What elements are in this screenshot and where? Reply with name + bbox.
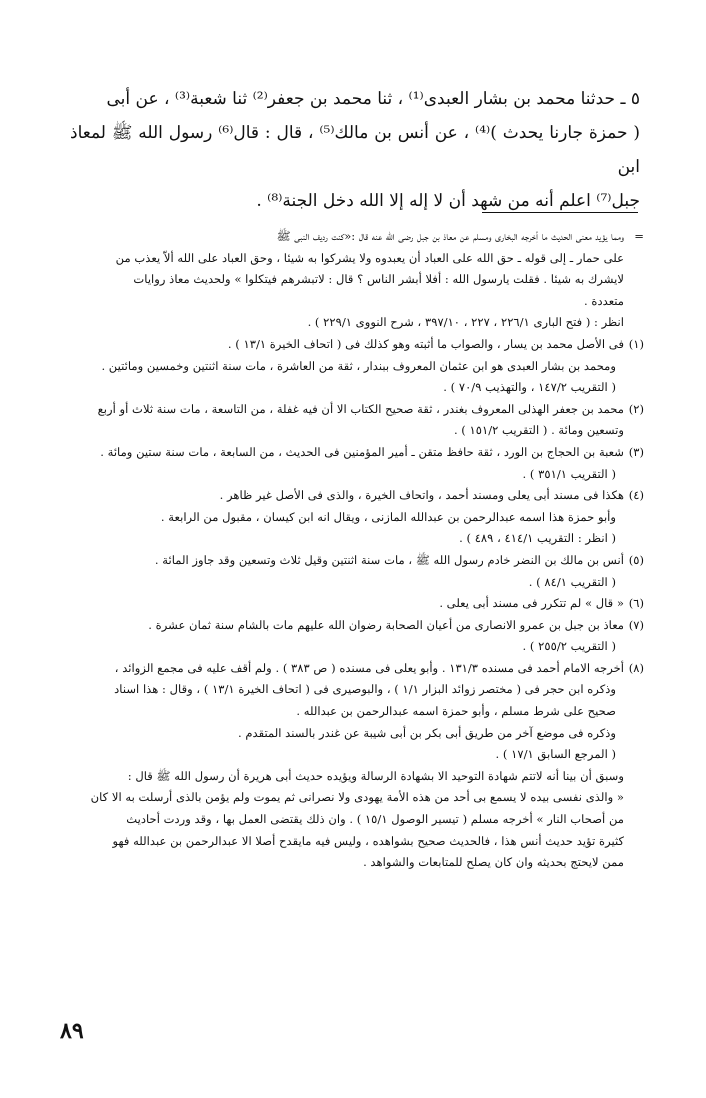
footnote-body — [72, 334, 624, 399]
footnote-line: هكذا فى مسند أبى يعلى ومسند أحمد ، واتحاف الخيرة ، والذى فى الأصل غير ظاهر . — [219, 488, 624, 503]
hadith-line: جبل⁽⁷⁾ اعلم أنه من شهد أن لا إله إلا الله دخل الجنة⁽⁸⁾ . — [256, 191, 640, 211]
footnote-number: (٧) — [628, 617, 644, 632]
footnote-line: صحيح على شرط مسلم ، وأبو حمزة اسمه عبدالرحمن بن عبدالله . — [296, 704, 616, 719]
footnote-continued — [72, 226, 644, 334]
footnote-line: وذكره ابن حجر فى ( مختصر زوائد البزار ١/١ ) ، والبوصيرى فى ( اتحاف الخيرة ١٣/١ ) ، وقال : هذا اسناد — [114, 682, 616, 697]
footnote-line: ( التقريب ٣٥١/١ ) . — [522, 466, 616, 481]
footnote-line: ومحمد بن بشار العبدى هو ابن عثمان المعروف ببندار ، ثقة من العاشرة ، مات سنة اثنتين وخمسين ومائتين . — [101, 358, 616, 373]
footnote-line: أنس بن مالك بن النضر خادم رسول الله ﷺ ، مات سنة اثنتين وقيل ثلاث وتسعين وقد جاوز المائة . — [154, 552, 624, 567]
footnotes — [72, 226, 644, 874]
footnote-line: شعبة بن الحجاج بن الورد ، ثقة حافظ متقن ـ أمير المؤمنين فى الحديث ، من السابعة ، مات سنة ستين ومائة . — [100, 444, 624, 459]
footnote-line: ( التقريب ٨٤/١ ) . — [528, 574, 616, 589]
hadith-text — [70, 82, 640, 218]
footnote-body — [72, 399, 624, 442]
footnote-number: (٢) — [628, 401, 644, 416]
hadith-line: ٥ ـ حدثنا محمد بن بشار العبدى⁽¹⁾ ، ثنا محمد بن جعفر⁽²⁾ ثنا شعبة⁽³⁾ ، عن أبى — [106, 89, 640, 109]
footnote-line: لايشرك به شيئا . فقلت يارسول الله : أفلا أبشر الناس ؟ قال : لاتبشرهم فيتكلوا » ولحديث معاذ روايات — [133, 272, 624, 287]
footnote-line: وتسعين ومائة . ( التقريب ١٥١/٢ ) . — [453, 423, 624, 438]
footnote-body — [72, 615, 624, 658]
footnote-line: كثيرة تؤيد حديث أنس هذا ، فالحديث صحيح بشواهده ، وليس فيه مايقدح أصلا الا عبدالرحمن بن عبدالله فهو — [112, 833, 624, 848]
footnote-1 — [72, 334, 644, 399]
footnote-line: ( انظر : التقريب ٤١٤/١ ، ٤٨٩ ) . — [459, 531, 616, 546]
footnote-number: (١) — [628, 336, 644, 351]
footnote-separator — [482, 212, 638, 213]
footnote-body — [72, 485, 624, 550]
footnote-body — [72, 226, 624, 334]
footnote-line: وسبق أن بينا أنه لاتتم شهادة التوحيد الا بشهادة الرسالة ويؤيده حديث أبى هريرة أن رسول الله ﷺ قال : — [127, 768, 624, 783]
hadith-line: ( حمزة جارنا يحدث )⁽⁴⁾ ، عن أنس بن مالك⁽⁵⁾ ، قال : قال⁽⁶⁾ رسول الله ﷺ لمعاذ ابن — [70, 123, 640, 177]
footnote-line: انظر : ( فتح البارى ٢٢٦/١ ، ٢٢٧ ، ٣٩٧/١٠ ، شرح النووى ٢٢٩/١ ) . — [307, 315, 624, 330]
footnote-5 — [72, 550, 644, 593]
footnote-line: أخرجه الامام أحمد فى مسنده ١٣١/٣ . وأبو يعلى فى مسنده ( ص ٣٨٣ ) . ولم أقف عليه فى مجمع الزوائد ، — [114, 660, 624, 675]
footnote-line: « والذى نفسى بيده لا يسمع بى أحد من هذه الأمة يهودى ولا نصرانى ثم يموت ولم يؤمن بالذى أرسلت به الا كان — [90, 790, 624, 805]
footnote-body — [72, 550, 624, 593]
footnote-body — [72, 658, 624, 874]
footnote-number: (٥) — [628, 552, 644, 567]
footnote-number: (٦) — [628, 596, 644, 611]
footnote-line: ( المرجع السابق ١٧/١ ) . — [495, 747, 616, 762]
footnote-number: (٤) — [628, 488, 644, 503]
footnote-line: وذكره فى موضع آخر من طريق أبى بكر بن أبى شيبة عن غندر بالسند المتقدم . — [238, 725, 616, 740]
footnote-line: محمد بن جعفر الهذلى المعروف بغندر ، ثقة صحيح الكتاب الا أن فيه غفلة ، من التاسعة ، مات سنة ثلاث أو أربع — [97, 401, 624, 416]
footnote-line: متعددة . — [584, 293, 624, 308]
footnote-line: ( التقريب ٢٥٥/٢ ) . — [522, 639, 616, 654]
footnote-number: = — [634, 229, 644, 243]
footnote-6 — [72, 593, 644, 615]
footnote-line: من أصحاب النار » أخرجه مسلم ( تيسير الوصول ١٥/١ ) . وان ذلك يقتضى العمل بها ، وقد وردت أحاديث — [126, 812, 624, 827]
footnote-4 — [72, 485, 644, 550]
footnote-7 — [72, 615, 644, 658]
footnote-line: ومما يؤيد معنى الحديث ما أخرجه البخارى ومسلم عن معاذ بن جبل رضى الله عنه قال :«كنت رديف النبى ﷺ — [276, 229, 624, 243]
footnote-line: ممن لايحتج بحديثه وان كان يصلح للمتابعات والشواهد . — [363, 855, 624, 870]
footnote-line: ( التقريب ١٤٧/٢ ، والتهذيب ٧٠/٩ ) . — [443, 380, 616, 395]
footnote-line: « قال » لم تتكرر فى مسند أبى يعلى . — [439, 596, 624, 611]
footnote-line: فى الأصل محمد بن يسار ، والصواب ما أثبته وهو كذلك فى ( اتحاف الخيرة ١٣/١ ) . — [227, 336, 624, 351]
footnote-3 — [72, 442, 644, 485]
footnote-2 — [72, 399, 644, 442]
footnote-8 — [72, 658, 644, 874]
footnote-body — [72, 442, 624, 485]
page-number: ٨٩ — [60, 1018, 84, 1044]
footnote-line: على حمار ـ إلى قوله ـ حق الله على العباد أن يعبدوه ولا يشركوا به شيئا ، وحق العباد على الله ألاّ يعذب من — [115, 250, 624, 265]
footnote-body — [72, 593, 624, 615]
footnote-line: وأبو حمزة هذا اسمه عبدالرحمن بن عبدالله المازنى ، ويقال انه ابن كيسان ، مقبول من الرابعة . — [160, 509, 616, 524]
footnote-number: (٨) — [628, 660, 644, 675]
footnote-line: معاذ بن جبل بن عمرو الانصارى من أعيان الصحابة رضوان الله عليهم مات بالشام سنة ثمان عشرة . — [148, 617, 624, 632]
footnote-number: (٣) — [628, 444, 644, 459]
